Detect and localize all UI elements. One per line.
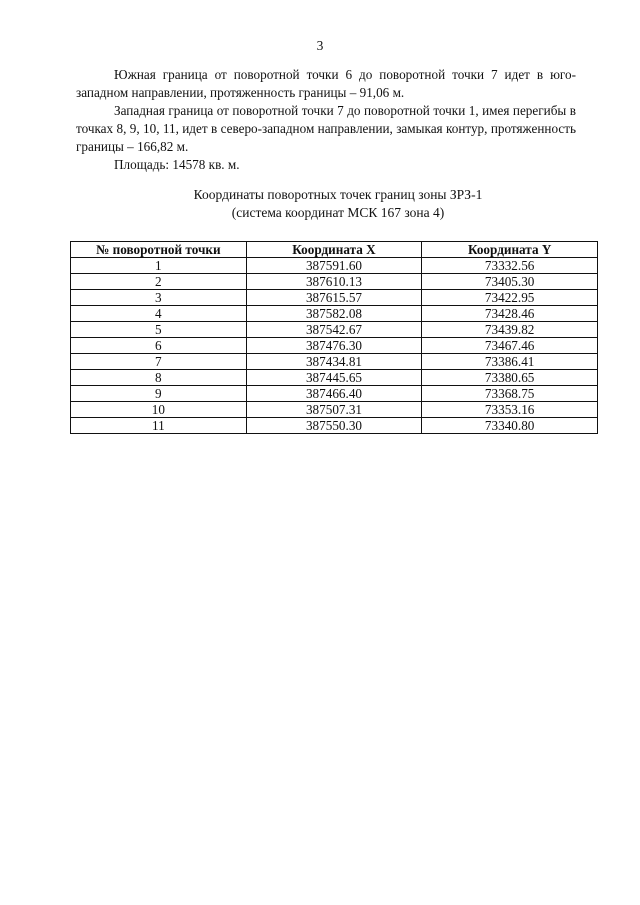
cell-coordinate-x: 387550.30 xyxy=(246,418,422,434)
cell-point-number: 11 xyxy=(71,418,247,434)
cell-point-number: 2 xyxy=(71,274,247,290)
header-coordinate-y: Координата Y xyxy=(422,242,598,258)
table-row xyxy=(71,290,598,306)
cell-coordinate-y: 73340.80 xyxy=(422,418,598,434)
table-caption xyxy=(0,186,640,222)
paragraph-area: Площадь: 14578 кв. м. xyxy=(114,157,240,172)
cell-coordinate-x: 387610.13 xyxy=(246,274,422,290)
cell-coordinate-x: 387434.81 xyxy=(246,354,422,370)
cell-coordinate-x: 387476.30 xyxy=(246,338,422,354)
cell-coordinate-y: 73353.16 xyxy=(422,402,598,418)
cell-coordinate-x: 387591.60 xyxy=(246,258,422,274)
table-row xyxy=(71,258,598,274)
cell-coordinate-x: 387582.08 xyxy=(246,306,422,322)
cell-point-number: 4 xyxy=(71,306,247,322)
table-row xyxy=(71,306,598,322)
table-row xyxy=(71,322,598,338)
cell-point-number: 8 xyxy=(71,370,247,386)
cell-point-number: 7 xyxy=(71,354,247,370)
cell-coordinate-y: 73368.75 xyxy=(422,386,598,402)
cell-coordinate-x: 387507.31 xyxy=(246,402,422,418)
table-row xyxy=(71,402,598,418)
table-row xyxy=(71,274,598,290)
table-row xyxy=(71,338,598,354)
header-point-number: № поворотной точки xyxy=(71,242,247,258)
cell-coordinate-y: 73422.95 xyxy=(422,290,598,306)
caption-title: Координаты поворотных точек границ зоны ЗРЗ-1 xyxy=(193,187,483,202)
cell-coordinate-y: 73380.65 xyxy=(422,370,598,386)
table-row xyxy=(71,370,598,386)
cell-coordinate-x: 387466.40 xyxy=(246,386,422,402)
cell-coordinate-y: 73428.46 xyxy=(422,306,598,322)
body-text xyxy=(76,66,576,174)
cell-coordinate-x: 387615.57 xyxy=(246,290,422,306)
paragraph-west-boundary: Западная граница от поворотной точки 7 до поворотной точки 1, имея перегибы в точках 8, 9, 10, 11, идет в северо-западном направлении, замыкая контур, протяженность границы – 166,82 м. xyxy=(76,103,576,154)
cell-coordinate-x: 387445.65 xyxy=(246,370,422,386)
cell-point-number: 5 xyxy=(71,322,247,338)
caption-subtitle: (система координат МСК 167 зона 4) xyxy=(231,205,445,220)
cell-coordinate-y: 73386.41 xyxy=(422,354,598,370)
cell-point-number: 3 xyxy=(71,290,247,306)
cell-point-number: 6 xyxy=(71,338,247,354)
paragraph-south-boundary: Южная граница от поворотной точки 6 до поворотной точки 7 идет в юго-западном направлении, протяженность границы – 91,06 м. xyxy=(76,67,576,100)
page-number: 3 xyxy=(316,38,324,53)
cell-coordinate-y: 73439.82 xyxy=(422,322,598,338)
cell-point-number: 1 xyxy=(71,258,247,274)
cell-coordinate-x: 387542.67 xyxy=(246,322,422,338)
table-row xyxy=(71,354,598,370)
cell-coordinate-y: 73332.56 xyxy=(422,258,598,274)
table-body xyxy=(71,258,598,434)
cell-point-number: 10 xyxy=(71,402,247,418)
table-row xyxy=(71,418,598,434)
cell-coordinate-y: 73405.30 xyxy=(422,274,598,290)
cell-point-number: 9 xyxy=(71,386,247,402)
cell-coordinate-y: 73467.46 xyxy=(422,338,598,354)
table-header-row xyxy=(71,242,598,258)
coordinates-table xyxy=(70,241,598,434)
header-coordinate-x: Координата X xyxy=(246,242,422,258)
table-row xyxy=(71,386,598,402)
